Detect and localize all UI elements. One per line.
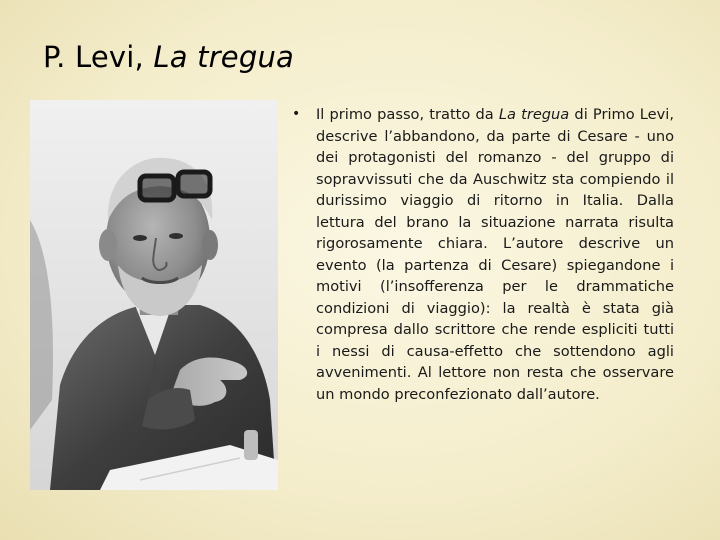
- title-author: P. Levi,: [43, 40, 154, 74]
- title-work: La tregua: [153, 40, 294, 74]
- paragraph-book-title: La tregua: [498, 106, 570, 123]
- slide-title: [43, 40, 294, 74]
- paragraph: [316, 104, 674, 405]
- portrait-photo: [30, 100, 278, 490]
- body-text: [288, 104, 674, 405]
- bullet-item: [288, 104, 674, 405]
- paragraph-intro: Il primo passo, tratto da: [316, 106, 499, 123]
- paragraph-body: di Primo Levi, descrive l’abbandono, da parte di Cesare - uno dei protagonisti del romanzo - del gruppo di sopravvissuti che da Auschwitz sta compiendo il durissimo viaggio di ritorno in Italia. Dalla lettura del brano la situazione narrata risulta rigorosamente chiara. L’autore descrive un evento (la partenza di Cesare) spiegandone i motivi (l’insofferenza per le drammatiche condizioni di viaggio): la realtà è stata già compresa dallo scrittore che rende espliciti tutti i nessi di causa-effetto che sottendono agli avvenimenti. Al lettore non resta che osservare un mondo preconfezionato dall’autore.: [316, 106, 674, 403]
- bullet-symbol: •: [292, 106, 301, 122]
